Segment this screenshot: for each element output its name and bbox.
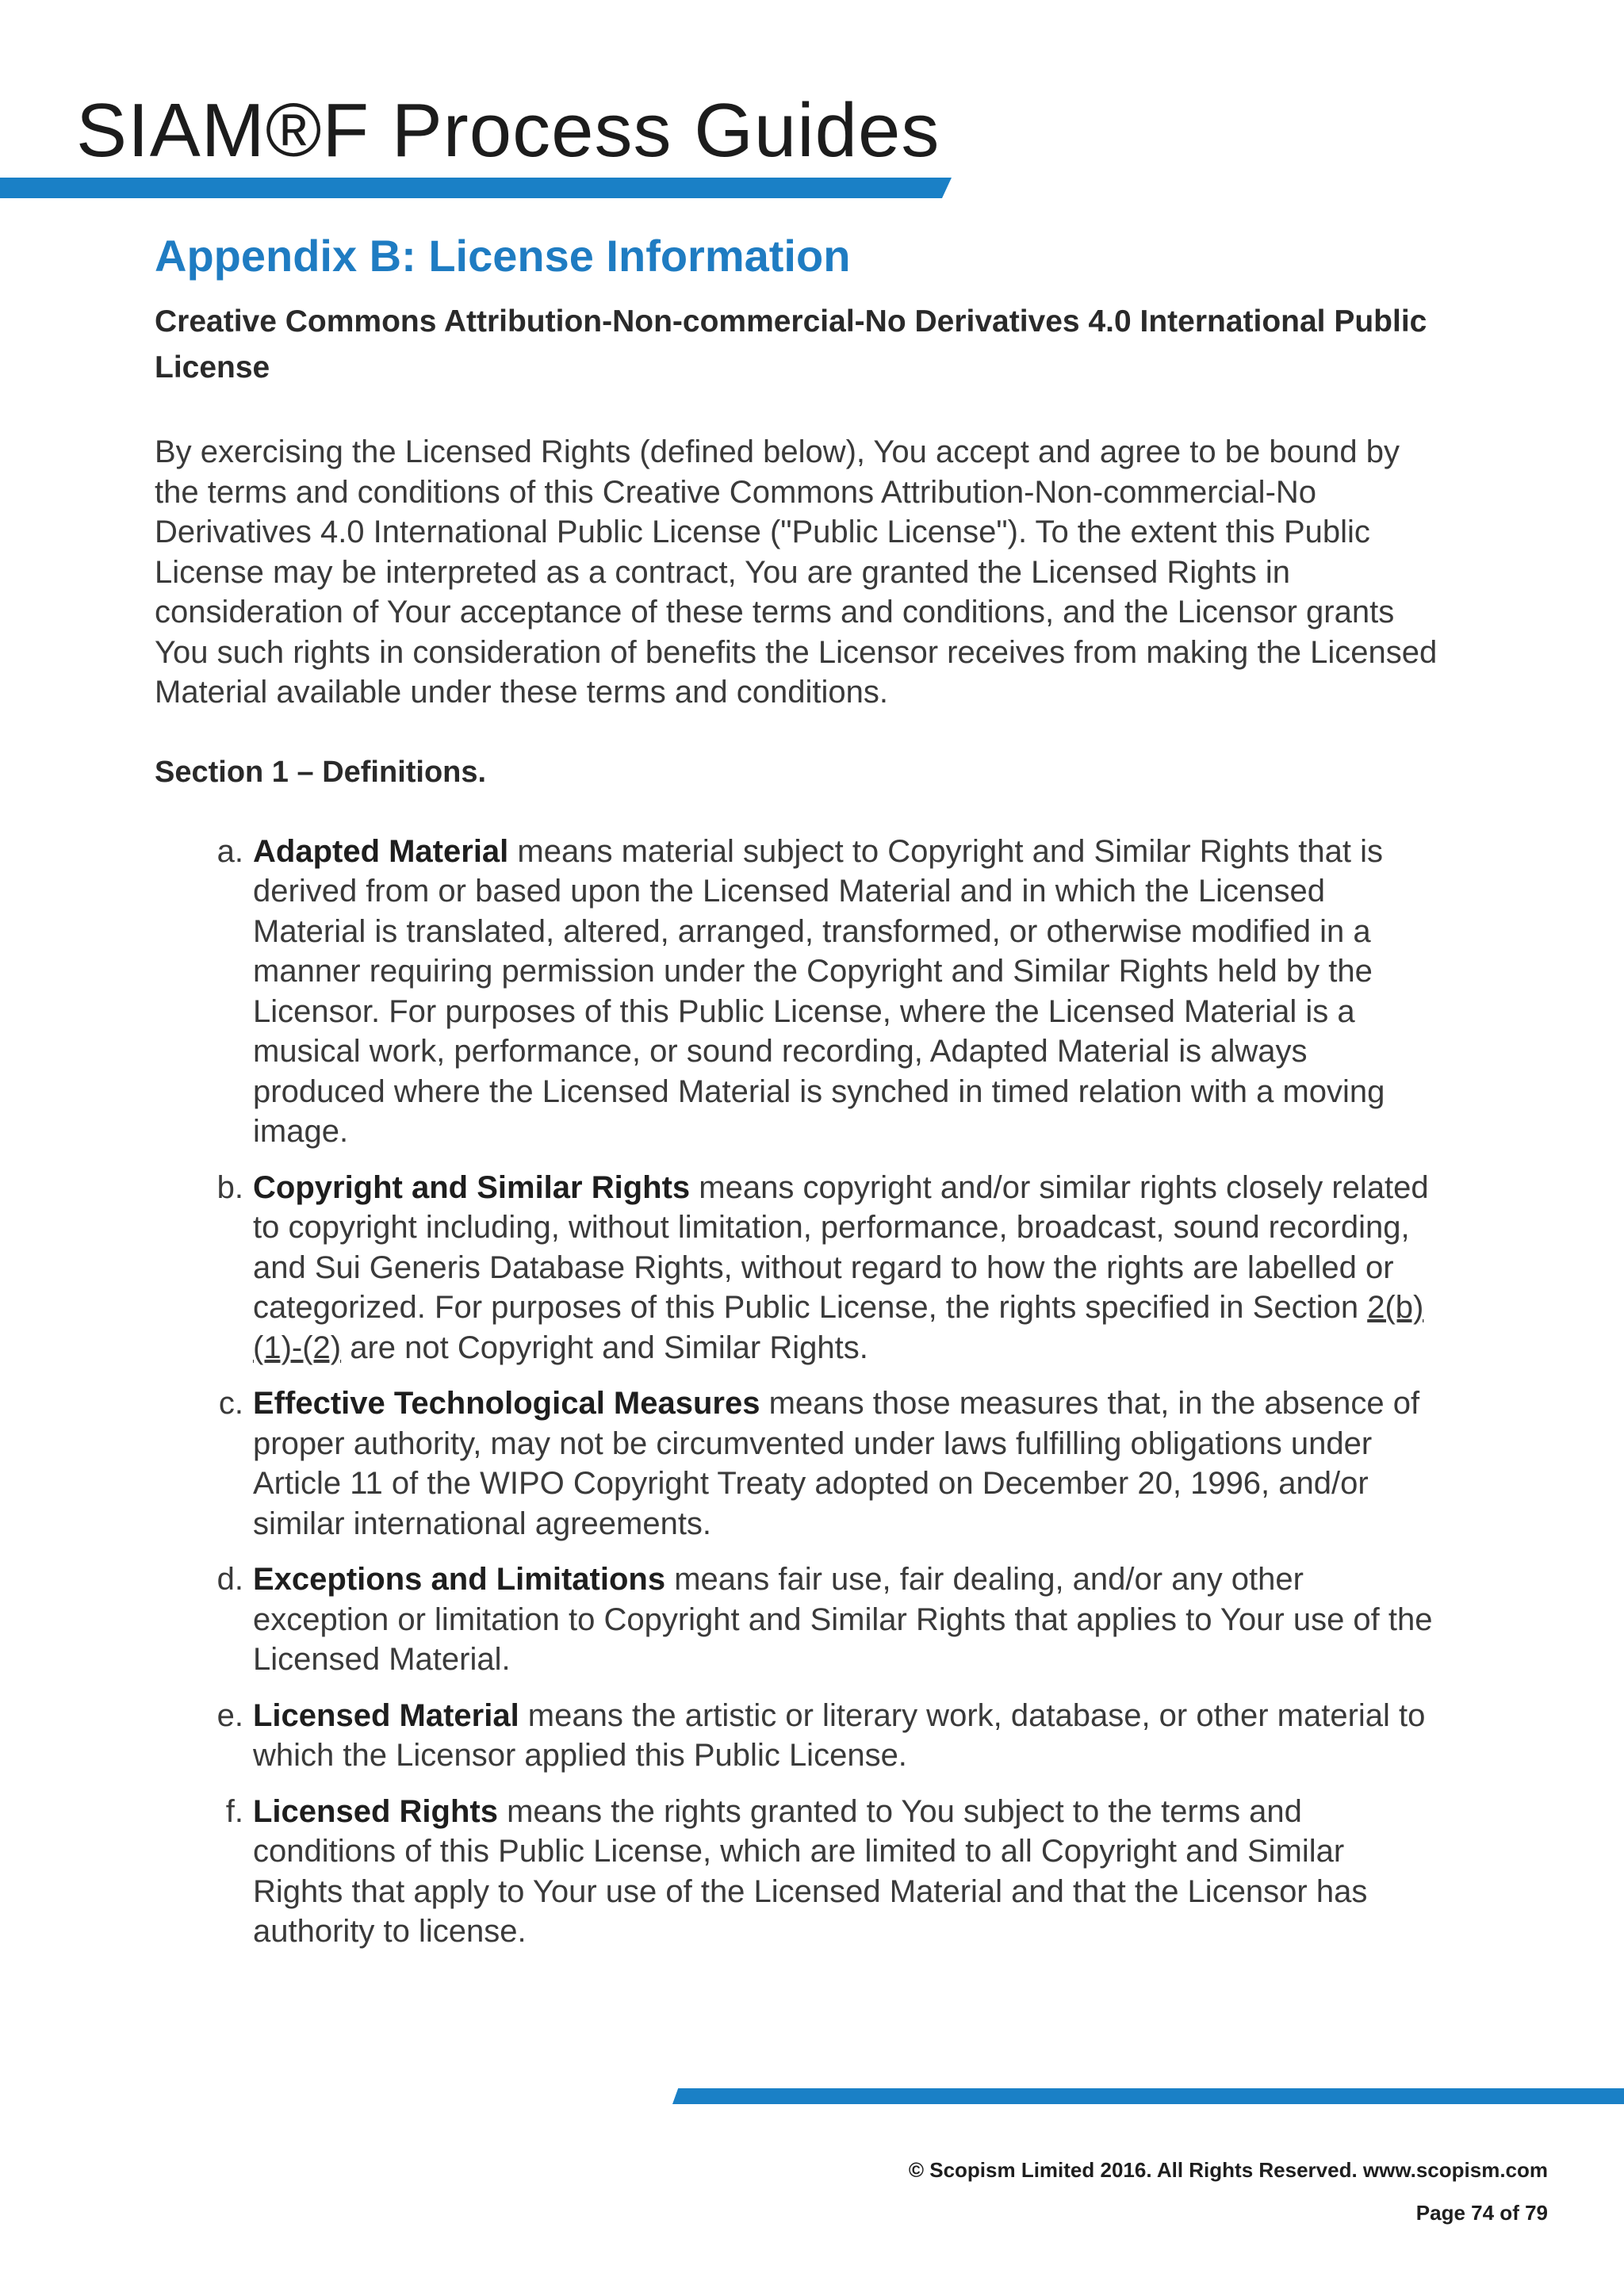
footer-accent-bar — [672, 2088, 1624, 2104]
definition-item-f — [155, 1792, 1439, 1952]
definition-item-c — [155, 1383, 1439, 1544]
definition-letter: e. — [216, 1697, 243, 1733]
definition-letter: c. — [218, 1386, 243, 1421]
definition-item-a — [155, 832, 1439, 1152]
definition-text: means copyright and/or similar rights closely related to copyright including, without limitation, performance, broadcast, sound recording, and Sui Generis Database Rights, without regard to how the rights are labelled or categorized. For purposes of this Public License, the rights specified in Section — [253, 1169, 1429, 1325]
section-1-heading: Section 1 – Definitions. — [155, 755, 487, 789]
definition-item-d — [155, 1559, 1439, 1680]
definition-body — [253, 1168, 1439, 1368]
definition-term: Copyright and Similar Rights — [253, 1169, 691, 1205]
definition-text: means the artistic or literary work, database, or other material to which the Licensor applied this Public License. — [253, 1697, 1426, 1773]
intro-paragraph: By exercising the Licensed Rights (defined below), You accept and agree to be bound by the terms and conditions of this Creative Commons Attribution-Non-commercial-No Derivatives 4.0 International Public License ("Public License"). To the extent this Public License may be interpreted as a contract, You are granted the Licensed Rights in consideration of Your acceptance of these terms and conditions, and the Licensor grants You such rights in consideration of benefits the Licensor receives from making the Licensed Material available under these terms and conditions. — [155, 434, 1438, 710]
definition-body — [253, 1696, 1439, 1776]
definition-term: Licensed Material — [253, 1697, 519, 1733]
definition-item-e — [155, 1696, 1439, 1776]
definition-body — [253, 1792, 1439, 1952]
definition-item-b — [155, 1168, 1439, 1368]
definition-term: Effective Technological Measures — [253, 1386, 760, 1421]
definition-text: means those measures that, in the absence of proper authority, may not be circumvented under laws fulfilling obligations under Article 11 of the WIPO Copyright Treaty adopted on December 20, 1996, and/or similar international agreements. — [253, 1386, 1420, 1541]
definition-term: Exceptions and Limitations — [253, 1562, 666, 1597]
page-number: Page 74 of 79 — [1415, 2201, 1548, 2225]
definition-body — [253, 832, 1439, 1152]
definition-text: means the rights granted to You subject to the terms and conditions of this Public License, which are limited to all Copyright and Similar Rights that apply to Your use of the Licensed Material and that the Licensor has authority to license. — [253, 1793, 1368, 1949]
definition-text: means material subject to Copyright and Similar Rights that is derived from or based upon the Licensed Material and in which the Licensed Material is translated, altered, arranged, transformed, or otherwise modified in a manner requiring permission under the Copyright and Similar Rights held by the Licensor. For purposes of this Public License, where the Licensed Material is a musical work, performance, or sound recording, Adapted Material is always produced where the Licensed Material is synched in timed relation with a moving image. — [253, 833, 1385, 1149]
footer-copyright: © Scopism Limited 2016. All Rights Reserved. www.scopism.com — [908, 2158, 1548, 2182]
definition-text-after: are not Copyright and Similar Rights. — [341, 1330, 868, 1365]
definition-body — [253, 1559, 1439, 1680]
license-title: Creative Commons Attribution-Non-commercial-No Derivatives 4.0 International Public License — [155, 304, 1427, 385]
definition-letter: f. — [225, 1793, 243, 1829]
definition-body — [253, 1383, 1439, 1544]
page-content — [155, 224, 1439, 1968]
document-header-title: SIAM®F Process Guides — [76, 88, 940, 173]
definition-letter: d. — [216, 1562, 243, 1597]
definition-term: Licensed Rights — [253, 1793, 498, 1829]
definitions-list — [155, 832, 1439, 1952]
section-reference-link[interactable]: 2(b)(1)-(2) — [253, 1290, 1424, 1365]
definition-letter: b. — [216, 1169, 243, 1205]
appendix-title: Appendix B: License Information — [155, 231, 851, 281]
definition-letter: a. — [216, 833, 243, 869]
header-accent-bar — [0, 178, 952, 198]
definition-text: means fair use, fair dealing, and/or any other exception or limitation to Copyright and Similar Rights that applies to Your use of the Licensed Material. — [253, 1562, 1433, 1677]
definition-term: Adapted Material — [253, 833, 509, 869]
